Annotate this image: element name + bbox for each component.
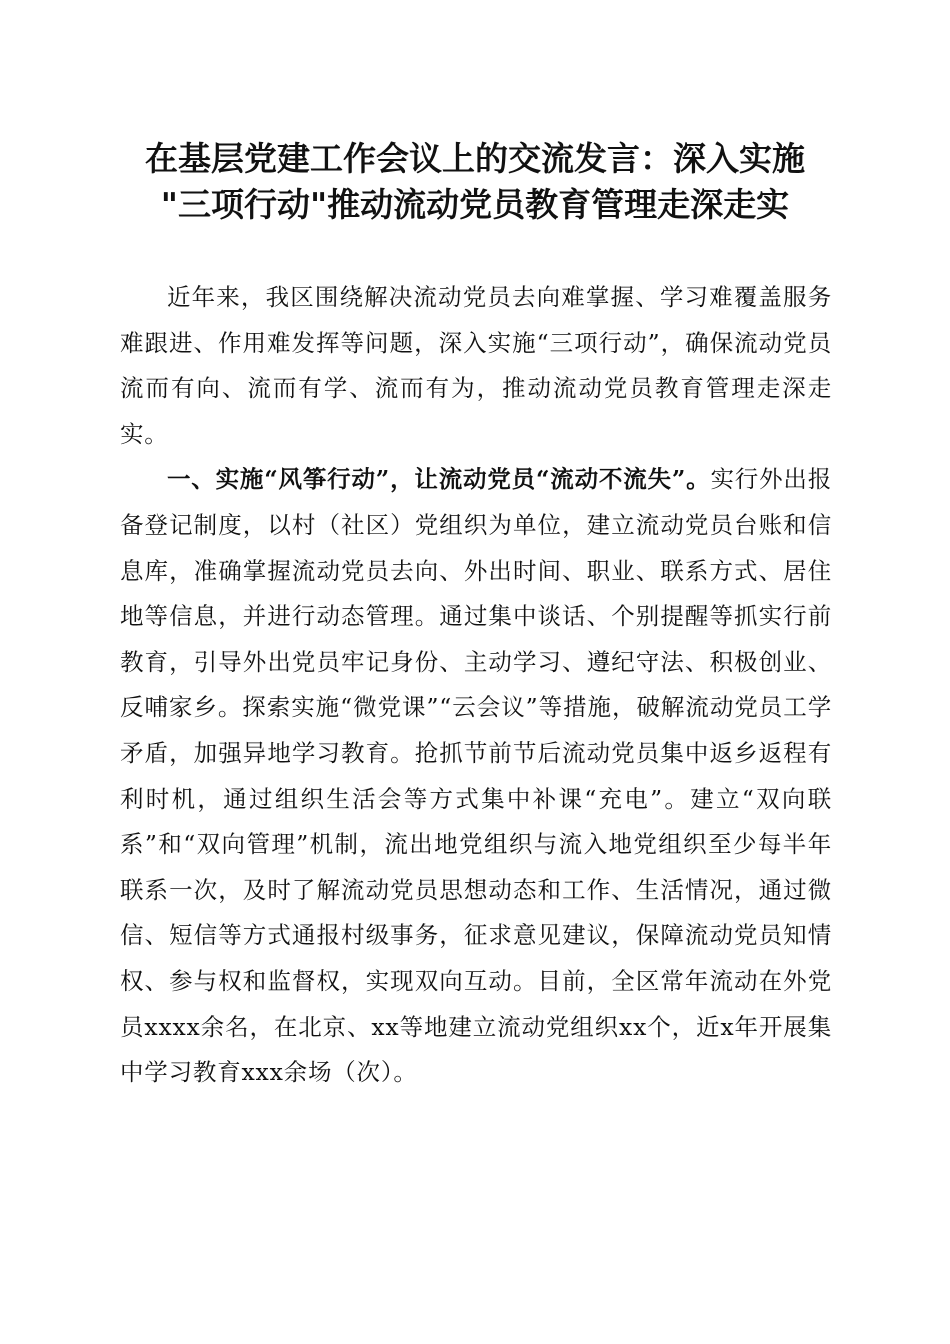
title-line-1: 在基层党建工作会议上的交流发言：深入实施 (145, 139, 805, 178)
section-one-text: 实行外出报备登记制度，以村（社区）党组织为单位，建立流动党员台账和信息库，准确掌握流动党员去向、外出时间、职业、联系方式、居住地等信息，并进行动态管理。通过集中谈话、个别提醒等抓实行前教育，引导外出党员牢记身份、主动学习、遵纪守法、积极创业、反哺家乡。探索实施“微党课”“云会议”等措施，破解流动党员工学矛盾，加强异地学习教育。抢抓节前节后流动党员集中返乡返程有利时机，通过组织生活会等方式集中补课“充电”。建立“双向联系”和“双向管理”机制，流出地党组织与流入地党组织至少每半年联系一次，及时了解流动党员思想动态和工作、生活情况，通过微信、短信等方式通报村级事务，征求意见建议，保障流动党员知情权、参与权和监督权，实现双向互动。目前，全区常年流动在外党员xxxx余名，在北京、xx等地建立流动党组织xx个，近x年开展集中学习教育xxx余场（次）。 (120, 465, 832, 1087)
document-title (110, 136, 840, 228)
section-one-paragraph (120, 457, 832, 1095)
intro-paragraph: 近年来，我区围绕解决流动党员去向难掌握、学习难覆盖服务难跟进、作用难发挥等问题，深入实施“三项行动”，确保流动党员流而有向、流而有学、流而有为，推动流动党员教育管理走深走实。 (120, 283, 832, 448)
section-one-heading: 一、实施“风筝行动”，让流动党员“流动不流失”。 (167, 465, 711, 494)
document-body (120, 275, 832, 1096)
title-line-2: "三项行动"推动流动党员教育管理走深走实 (160, 185, 790, 224)
